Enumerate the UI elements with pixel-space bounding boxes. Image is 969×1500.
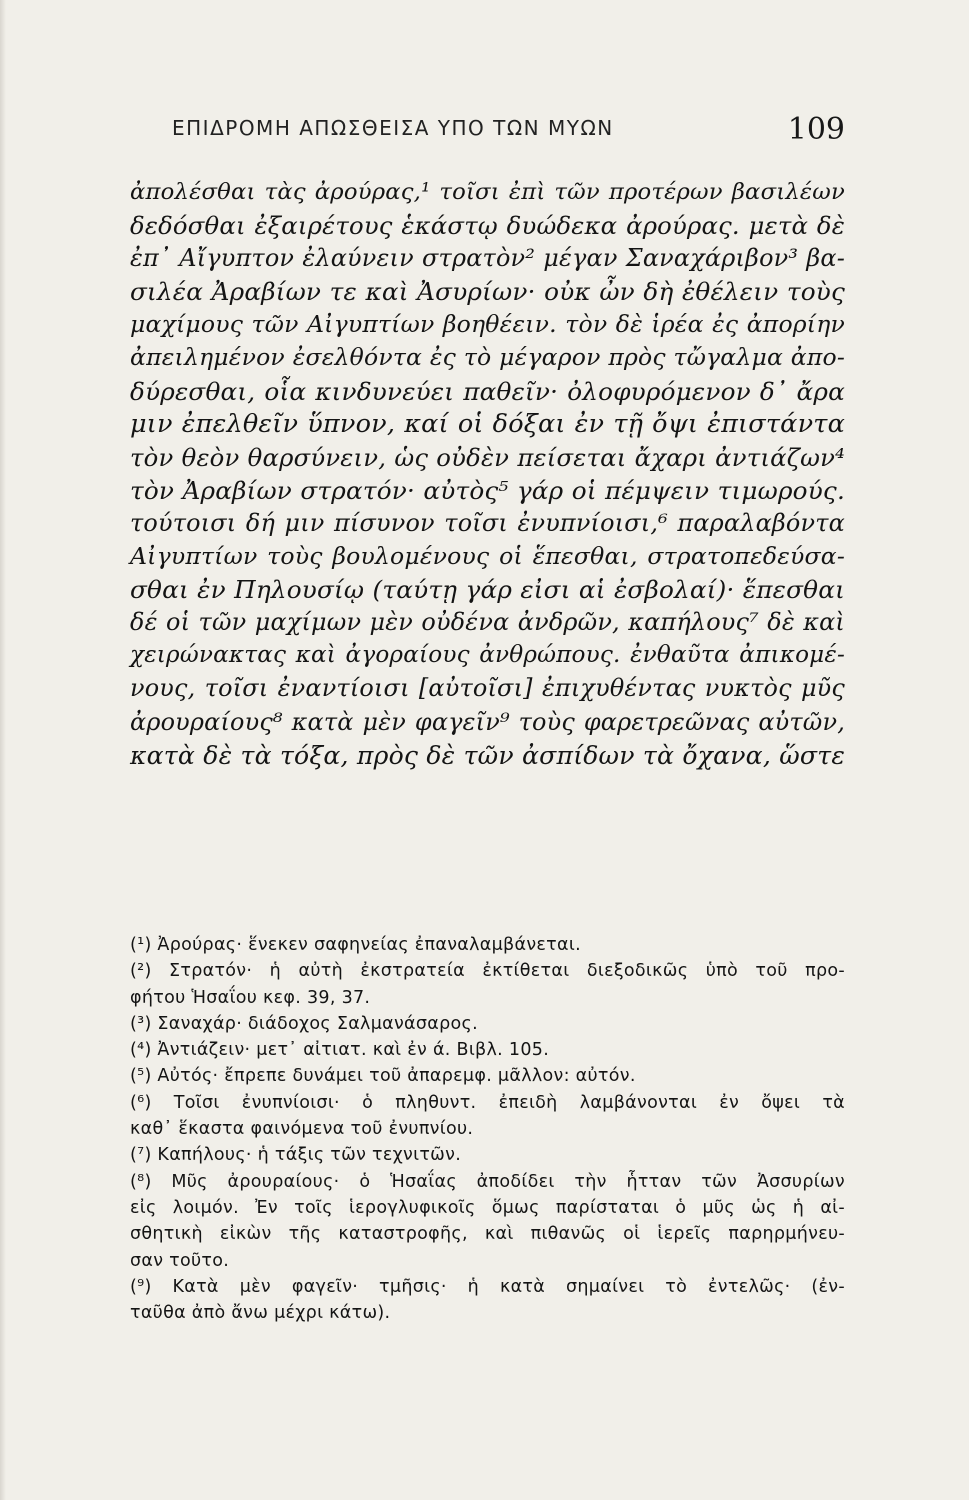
footnotes [130, 932, 845, 1326]
footnote-line: (⁶) Τοῖσι ἐνυπνίοισι· ὁ πληθυντ. ἐπειδὴ λαμβάνονται ἐν ὄψει τὰ [130, 1092, 845, 1113]
text-line: σιλέα Ἀραβίων τε καὶ Ἀσυρίων· οὐκ ὦν δὴ ἐθέλειν τοὺς [130, 277, 845, 307]
text-line: τὸν Ἀραβίων στρατόν· αὐτὸς⁵ γάρ οἱ πέμψειν τιμωρούς. [130, 475, 845, 505]
page-header [130, 112, 845, 160]
text-line: νους, τοῖσι ἐναντίοισι [αὐτοῖσι] ἐπιχυθέντας νυκτὸς μῦς [130, 674, 845, 703]
footnote-line: καθ᾽ ἕκαστα φαινόμενα τοῦ ἐνυπνίου. [130, 1119, 474, 1140]
text-line: μαχίμους τῶν Αἰγυπτίων βοηθέειν. τὸν δὲ ἱρέα ἐς ἀπορίην [130, 310, 845, 339]
footnote-line: σαν τοῦτο. [130, 1250, 230, 1271]
text-line: δεδόσθαι ἐξαιρέτους ἑκάστῳ δυώδεκα ἀρούρας. μετὰ δὲ [130, 211, 845, 241]
running-head: ΕΠΙΔΡΟΜΗ ΑΠΩΣΘΕΙΣΑ ΥΠΟ ΤΩΝ ΜΥΩΝ [172, 116, 614, 140]
text-line: κατὰ δὲ τὰ τόξα, πρὸς δὲ τῶν ἀσπίδων τὰ ὄχανα, ὥστε [130, 740, 845, 770]
footnote-line: σθητικὴ εἰκὼν τῆς καταστροφῆς, καὶ πιθανῶς οἱ ἱερεῖς παρηρμήνευ- [130, 1224, 845, 1245]
text-line: σθαι ἐν Πηλουσίῳ (ταύτῃ γάρ εἰσι αἱ ἐσβολαί)· ἕπεσθαι [130, 575, 845, 605]
text-line: τούτοισι δή μιν πίσυνον τοῖσι ἐνυπνίοισι,⁶ παραλαβόντα [130, 508, 845, 537]
footnote-line: (⁴) Ἀντιάζειν· μετ᾽ αἰτιατ. καὶ ἐν ά. Βιβλ. 105. [130, 1040, 550, 1061]
footnote-line: φήτου Ἡσαΐου κεφ. 39, 37. [130, 987, 371, 1008]
text-line: δέ οἱ τῶν μαχίμων μὲν οὐδένα ἀνδρῶν, καπήλους⁷ δὲ καὶ [130, 608, 845, 637]
footnote-line: (¹) Ἀρούρας· ἕνεκεν σαφηνείας ἐπαναλαμβάνεται. [130, 935, 581, 955]
text-line: μιν ἐπελθεῖν ὕπνον, καί οἱ δόξαι ἐν τῇ ὄψι ἐπιστάντα [130, 408, 845, 439]
page-edge-shadow [0, 0, 6, 1500]
footnote-line: (²) Στρατόν· ἡ αὐτὴ ἐκστρατεία ἐκτίθεται διεξοδικῶς ὑπὸ τοῦ προ- [130, 961, 845, 982]
page-number: 109 [787, 112, 845, 147]
text-line: τὸν θεὸν θαρσύνειν, ὡς οὐδὲν πείσεται ἄχαρι ἀντιάζων⁴ [130, 442, 845, 472]
footnote-line: (⁹) Κατὰ μὲν φαγεῖν· τμῆσις· ἡ κατὰ σημαίνει τὸ ἐντελῶς· (ἐν- [130, 1276, 845, 1297]
footnote-line: εἰς λοιμόν. Ἐν τοῖς ἱερογλυφικοῖς ὅμως παρίσταται ὁ μῦς ὡς ἡ αἰ- [130, 1197, 845, 1218]
text-line: δύρεσθαι, οἷα κινδυνεύει παθεῖν· ὀλοφυρόμενον δ᾽ ἄρα [130, 376, 845, 406]
footnote-line: (⁸) Μῦς ἀρουραίους· ὁ Ἡσαΐας ἀποδίδει τὴν ἧτταν τῶν Ἀσσυρίων [130, 1171, 845, 1192]
main-text [130, 176, 845, 772]
footnote-line: ταῦθα ἀπὸ ἄνω μέχρι κάτω). [130, 1303, 391, 1324]
text-line: χειρώνακτας καὶ ἀγοραίους ἀνθρώπους. ἐνθαῦτα ἀπικομέ- [130, 642, 845, 669]
book-page [130, 112, 845, 1324]
text-line: ἀπολέσθαι τὰς ἀρούρας,¹ τοῖσι ἐπὶ τῶν προτέρων βασιλέων [130, 179, 845, 205]
text-line: ἀπειλημένον ἐσελθόντα ἐς τὸ μέγαρον πρὸς τὤγαλμα ἀπο- [130, 343, 845, 372]
footnote-line: (⁷) Καπήλους· ἡ τάξις τῶν τεχνιτῶν. [130, 1145, 462, 1166]
footnote-line: (⁵) Αὐτός· ἔπρεπε δυνάμει τοῦ ἀπαρεμφ. μᾶλλον: αὐτόν. [130, 1066, 636, 1087]
text-line: ἐπ᾽ Αἴγυπτον ἐλαύνειν στρατὸν² μέγαν Σαναχάριβον³ βα- [130, 244, 845, 273]
footnote-line: (³) Σαναχάρ· διάδοχος Σαλμανάσαρος. [130, 1013, 478, 1034]
text-line: ἀρουραίους⁸ κατὰ μὲν φαγεῖν⁹ τοὺς φαρετρεῶνας αὐτῶν, [130, 707, 845, 736]
text-line: Αἰγυπτίων τοὺς βουλομένους οἱ ἕπεσθαι, στρατοπεδεύσα- [130, 542, 845, 571]
